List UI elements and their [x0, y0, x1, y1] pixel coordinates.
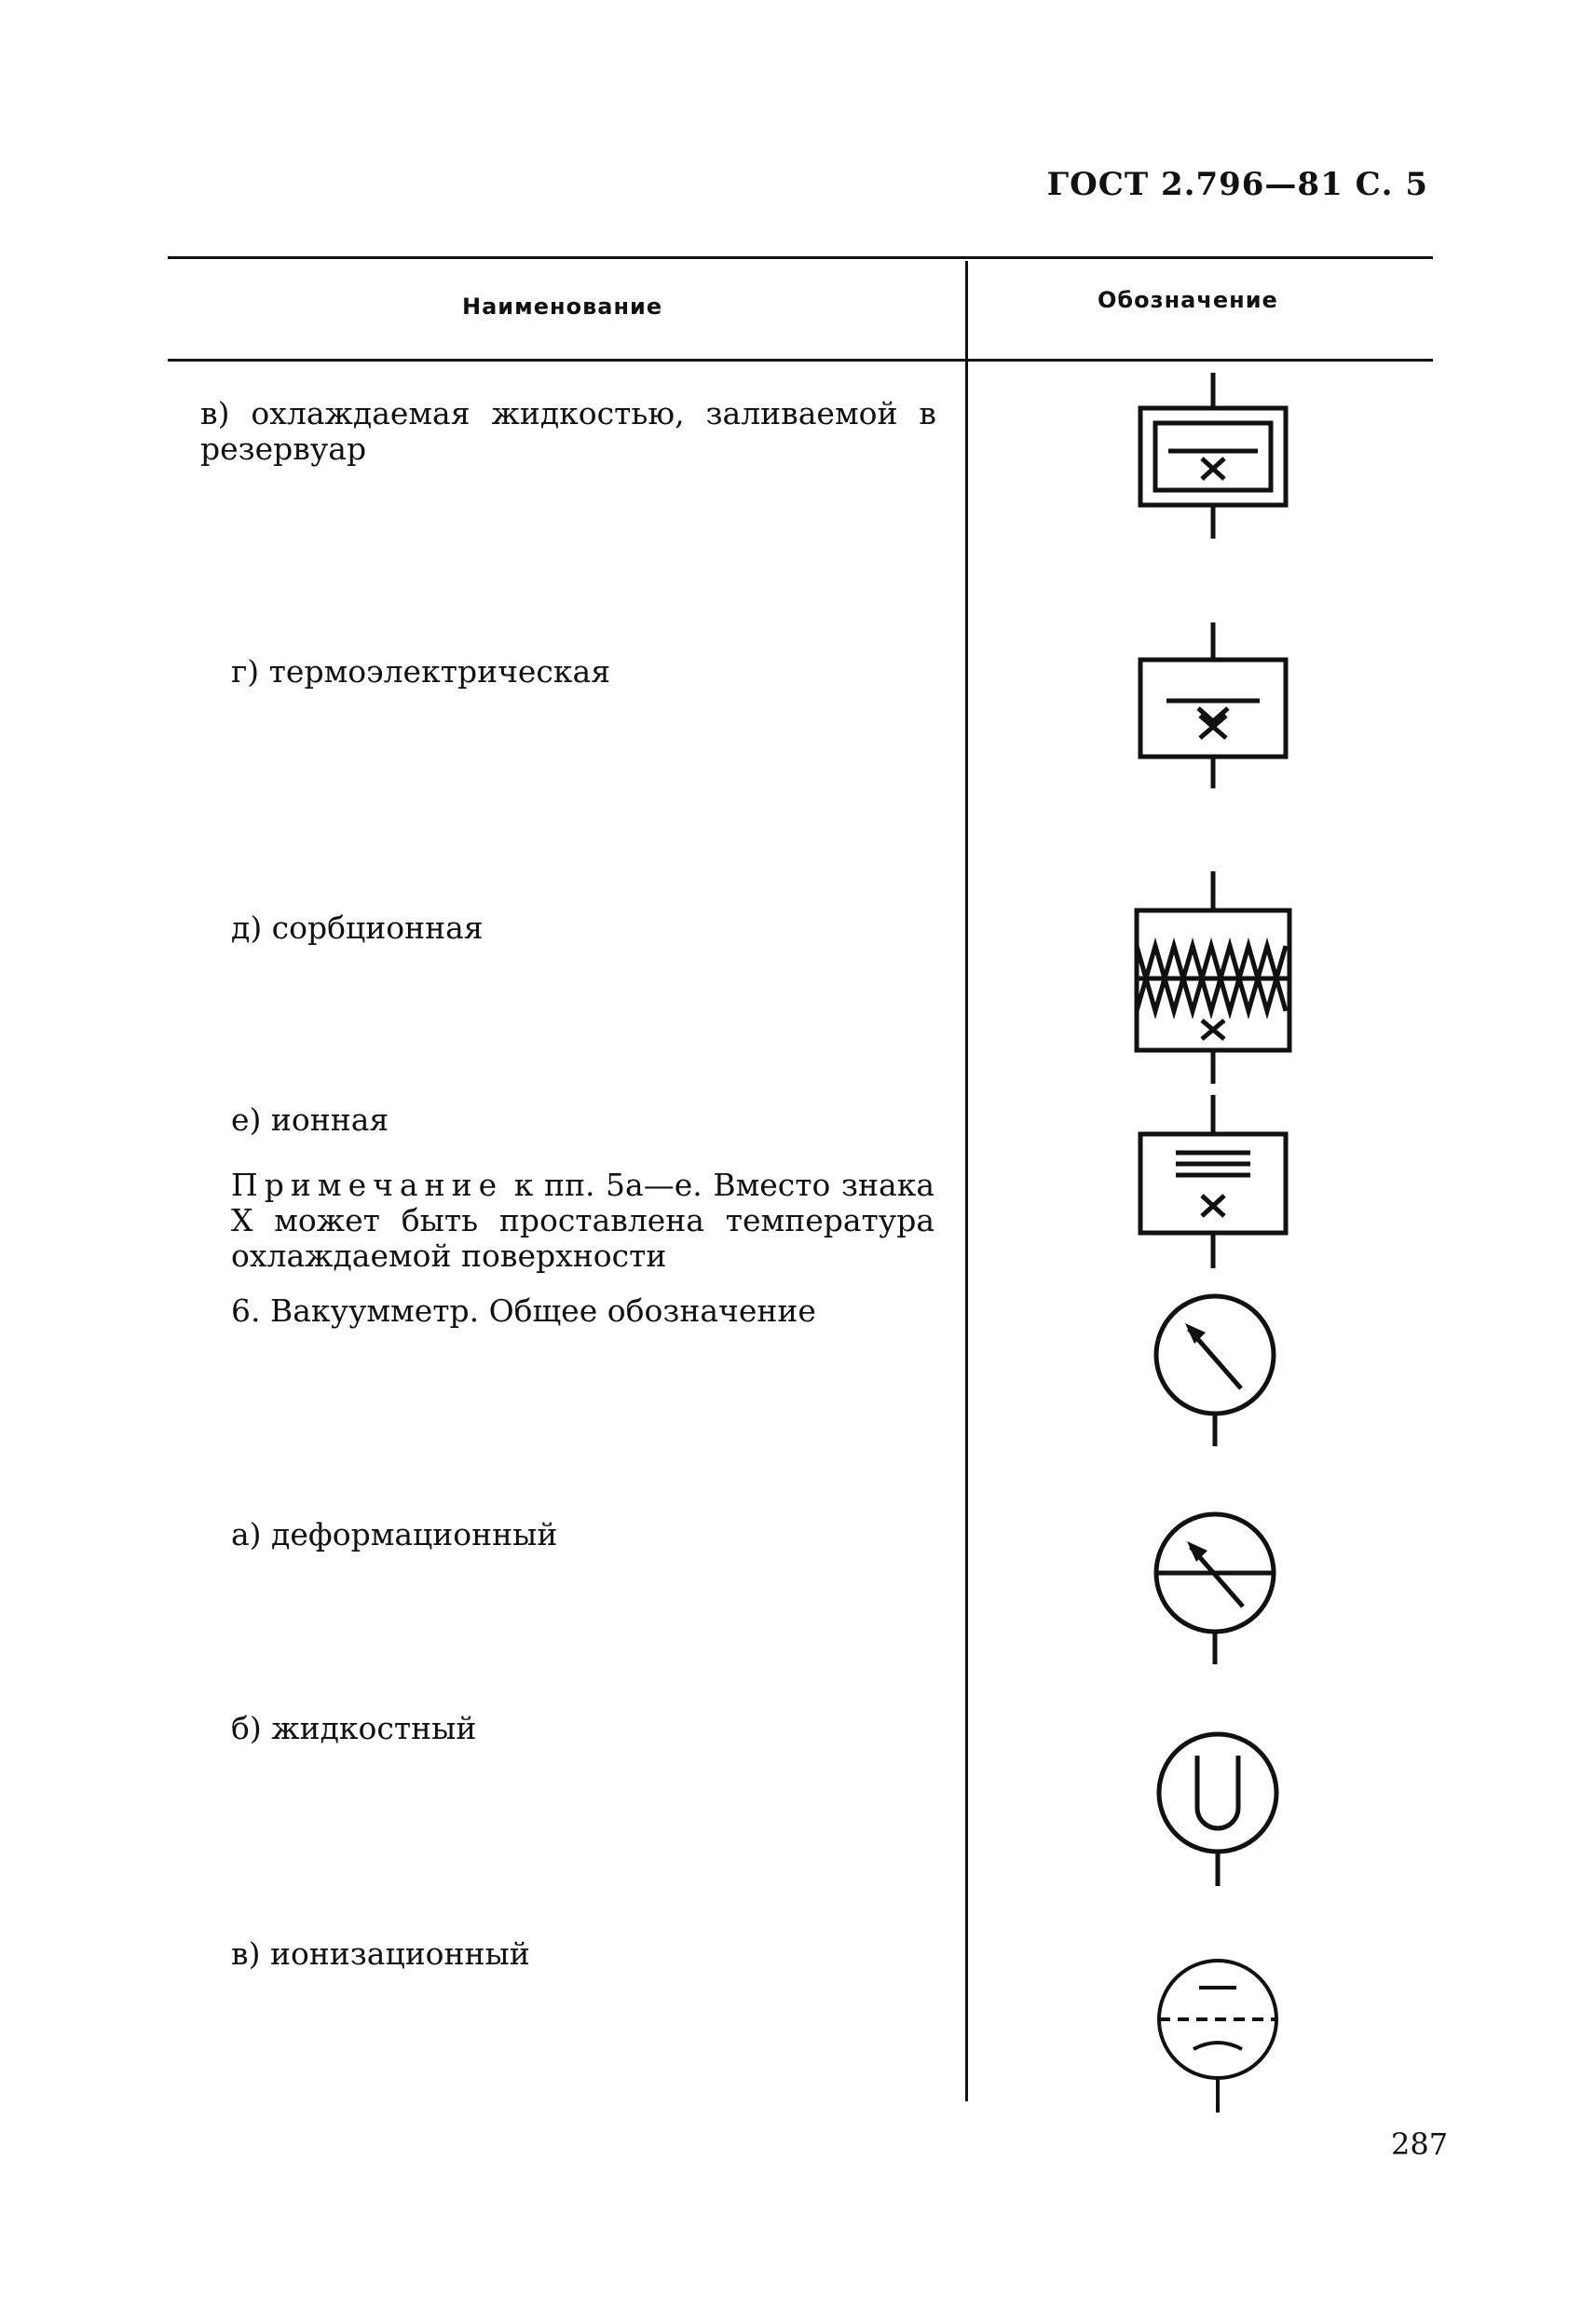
row-text-liquid: б) жидкостный — [231, 1710, 477, 1746]
row-text-ionization: в) ионизационный — [231, 1935, 530, 1972]
standard-number: ГОСТ 2.796—81 — [1046, 166, 1344, 203]
row-text-thermoelectric: г) термоэлектрическая — [231, 653, 611, 690]
note-label: Примечание — [231, 1167, 504, 1203]
cooled-liquid-tank-symbol — [1129, 373, 1297, 540]
row-text-ion: е) ионная — [231, 1101, 389, 1138]
table-top-rule — [168, 256, 1433, 259]
page-header — [1047, 166, 1428, 203]
ion-symbol — [1129, 1095, 1297, 1272]
liquid-gauge-symbol — [1151, 1726, 1290, 1894]
row-text-cooled-liquid: в) охлаждаемая жидкостью, заливаемой в резервуар — [200, 395, 936, 467]
row-note — [231, 1168, 934, 1274]
note-text: к пп. 5а—е. Вместо знака X может быть проставлена температура охлаждаемой поверхности — [231, 1167, 934, 1274]
deformation-gauge-symbol — [1148, 1506, 1288, 1674]
column-header-name: Наименование — [462, 294, 663, 320]
vacuum-gauge-general-symbol — [1148, 1288, 1288, 1456]
row-text-sorption: д) сорбционная — [231, 909, 484, 946]
sorption-symbol — [1129, 871, 1297, 1086]
table-column-divider — [965, 261, 968, 2101]
row-text-vacuum-gauge: 6. Вакуумметр. Общее обозначение — [231, 1292, 816, 1329]
column-header-symbol: Обозначение — [1098, 287, 1278, 313]
table-header-rule — [168, 359, 1433, 362]
ionization-gauge-symbol — [1151, 1952, 1290, 2120]
page-number: 287 — [1391, 2126, 1449, 2162]
thermoelectric-symbol — [1129, 622, 1297, 790]
page-label: С. 5 — [1355, 166, 1428, 203]
row-text-deformation: а) деформационный — [231, 1516, 558, 1552]
